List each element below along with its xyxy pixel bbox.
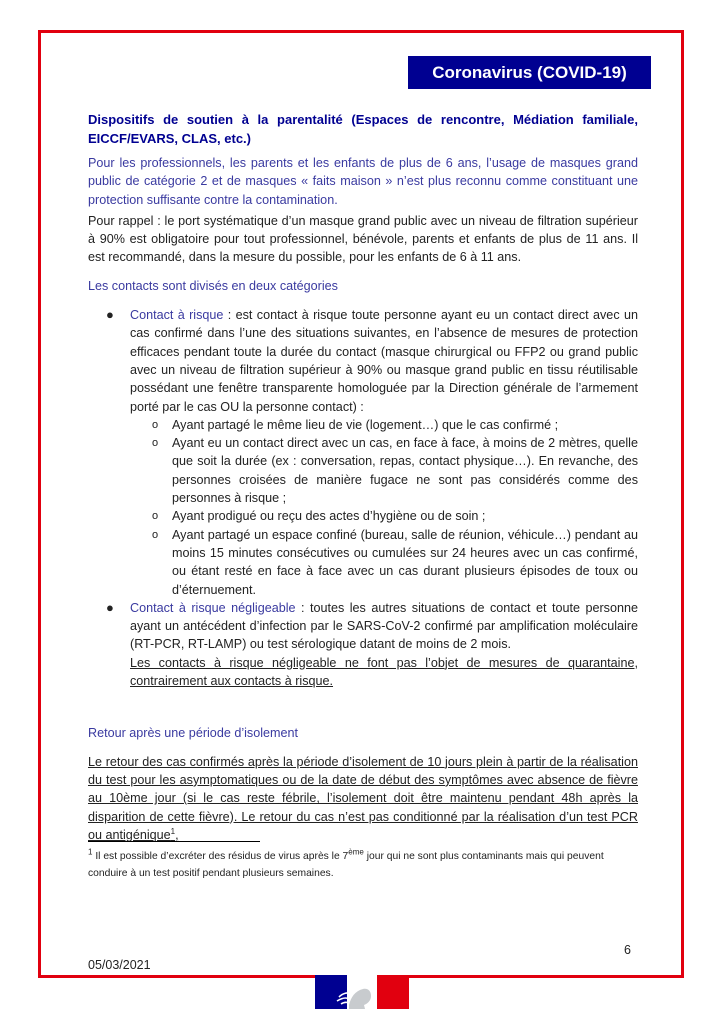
footnote-reference: 1 bbox=[170, 826, 176, 836]
reminder-paragraph: Pour rappel : le port systématique d’un masque grand public avec un niveau de filtration supérieur à 90% est obligatoire pour tout professionnel, bénévole, parents et enfants de plus de 11 ans. Il est recommandé, dans la mesure du possible, pour les enfants de 6 à 11 ans. bbox=[88, 213, 638, 265]
main-content bbox=[88, 110, 638, 844]
footnote: $^1$ Il est possible d’excréter des résidus de virus après le 7ème jour qui ne sont plus contaminants mais qui peuvent conduire à un test positif pendant plusieurs semaines. bbox=[88, 847, 604, 879]
circle-bullet-icon: o bbox=[152, 418, 159, 431]
circle-bullet-icon: o bbox=[152, 437, 159, 450]
contact-negligible-note: Les contacts à risque négligeable ne font pas l’objet de mesures de quarantaine, contrairement aux contacts à risque. bbox=[130, 655, 638, 689]
header-title: Coronavirus (COVID-19) bbox=[408, 56, 651, 89]
list-item: o Ayant prodigué ou reçu des actes d’hygiène ou de soin ; bbox=[130, 507, 638, 525]
list-item: o Ayant partagé le même lieu de vie (logement…) que le cas confirmé ; bbox=[130, 416, 638, 434]
document-date: 05/03/2021 bbox=[88, 958, 151, 972]
isolation-heading: Retour après une période d’isolement bbox=[88, 726, 299, 741]
intro-paragraph: Pour les professionnels, les parents et les enfants de plus de 6 ans, l’usage de masques grand public de catégorie 2 et de masques « faits maison » n’est plus reconnu comme constituant une protection suffisante contre la contamination. bbox=[88, 156, 638, 207]
list-item-contact-negligible bbox=[88, 599, 638, 690]
list-item: o Ayant eu un contact direct avec un cas, en face à face, à moins de 2 mètres, quelle que soit la durée (ex : conversation, repas, contact physique…). En revanche, des personnes croisées de manière fugace ne sont pas considérés comme des personnes à risque ; bbox=[152, 436, 638, 506]
marianne-logo-icon bbox=[315, 975, 409, 1009]
risk-situations-list bbox=[130, 416, 638, 599]
isolation-text: Le retour des cas confirmés après la période d’isolement de 10 jours plein à partir de la réalisation du test pour les asymptomatiques ou de la date de début des symptômes avec absence de fièvre au 10ème jour (si le cas reste fébrile, l’isolement doit être maintenu pendant 48h après la disparition de cette fièvre). Le retour du cas n’est pas conditionné par la réalisation d’un test PCR ou antigénique bbox=[88, 754, 638, 842]
bullet-icon: ● bbox=[106, 307, 114, 323]
list-item: o Ayant partagé un espace confiné (bureau, salle de réunion, véhicule…) pendant au moins 15 minutes consécutives ou cumulées sur 24 heures avec un cas confirmé, ou étant resté en face à face avec un cas durant plusieurs épisodes de toux ou d’éternuement. bbox=[152, 527, 638, 597]
contacts-list bbox=[88, 306, 638, 690]
contact-negligible-text: : toutes les autres situations de contact et toute personne ayant un antécédent d’infection par le SARS-CoV-2 confirmé par amplification moléculaire (RT-PCR, RT-LAMP) ou test sérologique datant de moins de 2 mois. bbox=[130, 600, 638, 652]
contact-risk-label: Contact à risque bbox=[130, 308, 224, 323]
isolation-paragraph: Le retour des cas confirmés après la période d’isolement de 10 jours plein à partir de la réalisation du test pour les asymptomatiques ou de la date de début des symptômes avec absence de fièvre au 10ème jour (si le cas reste fébrile, l’isolement doit être maintenu pendant 48h après la disparition de cette fièvre). Le retour du cas n’est pas conditionné par la réalisation d’un test PCR ou antigénique$^1$, bbox=[88, 754, 638, 842]
circle-bullet-icon: o bbox=[152, 510, 159, 523]
footnote-number: 1 bbox=[88, 847, 93, 857]
contact-negligible-label: Contact à risque négligeable bbox=[130, 600, 296, 615]
page-number: 6 bbox=[624, 943, 631, 957]
contacts-heading: Les contacts sont divisés en deux catégories bbox=[88, 278, 338, 293]
bullet-icon: ● bbox=[106, 599, 114, 615]
section-title: Dispositifs de soutien à la parentalité (Espaces de rencontre, Médiation familiale, EICCF/EVARS, CLAS, etc.) bbox=[88, 112, 638, 146]
list-item-contact-risk bbox=[88, 306, 638, 599]
contact-risk-text: : est contact à risque toute personne ayant eu un contact direct avec un cas confirmé dans l’une des situations suivantes, en l’absence de mesures de protection efficaces pendant toute la durée du contact (masque chirurgical ou FFP2 ou grand public avec un niveau de filtration supérieur à 90% ou masque grand public en tissu réutilisable possédant une fenêtre transparente homologuée par la Direction générale de l’armement porté par le cas OU la personne contact) : bbox=[130, 308, 638, 414]
footnote-divider bbox=[88, 841, 260, 842]
circle-bullet-icon: o bbox=[152, 528, 159, 541]
